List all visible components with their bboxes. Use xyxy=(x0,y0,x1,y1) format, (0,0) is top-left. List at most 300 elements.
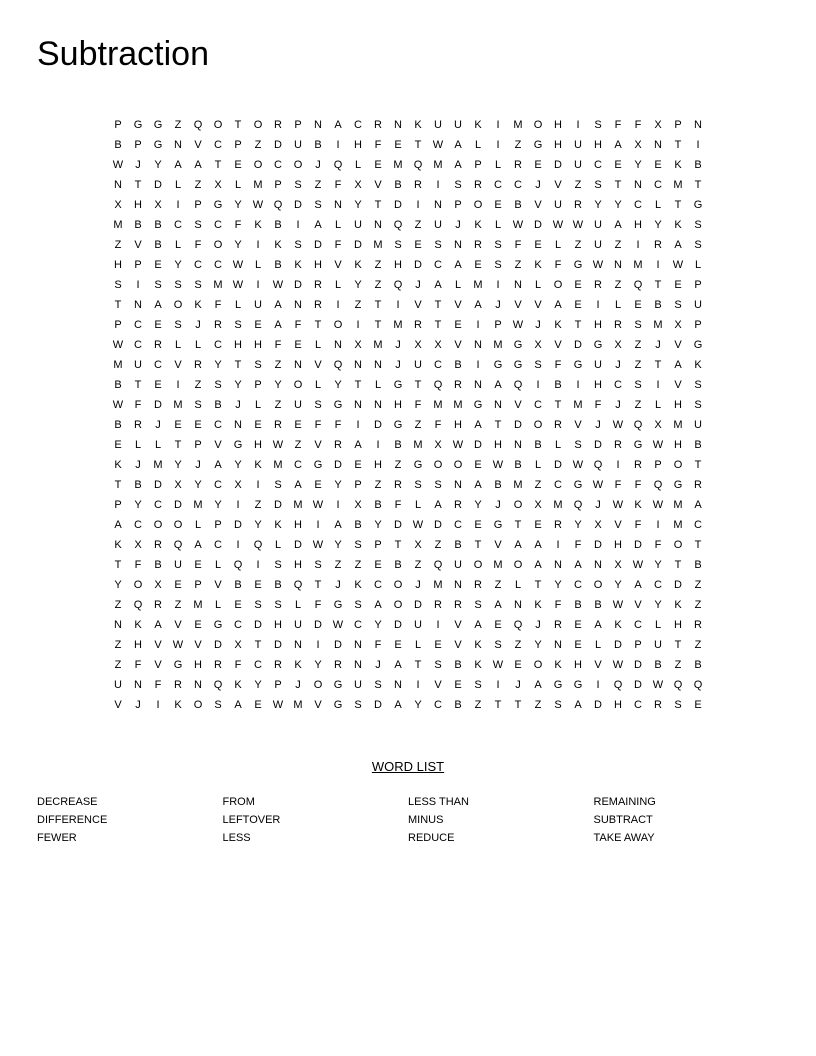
grid-letter: F xyxy=(374,139,382,151)
grid-letter: B xyxy=(694,159,702,171)
grid-letter: W xyxy=(332,619,344,631)
grid-letter: Z xyxy=(314,179,322,191)
grid-letter: R xyxy=(574,199,582,211)
grid-letter: Z xyxy=(114,239,122,251)
grid-letter: P xyxy=(274,679,282,691)
grid-letter: V xyxy=(534,199,542,211)
grid-letter: Y xyxy=(234,379,242,391)
grid-letter: R xyxy=(334,439,342,451)
grid-letter: S xyxy=(314,559,322,571)
grid-letter: I xyxy=(356,419,360,431)
grid-letter: D xyxy=(394,619,402,631)
grid-letter: F xyxy=(334,239,342,251)
grid-letter: X xyxy=(414,539,422,551)
grid-letter: Y xyxy=(534,639,542,651)
grid-letter: G xyxy=(213,619,223,631)
grid-letter: P xyxy=(134,259,142,271)
word-list-item: FEWER xyxy=(37,832,77,844)
grid-letter: W xyxy=(412,519,424,531)
grid-letter: Y xyxy=(214,359,222,371)
grid-letter: Y xyxy=(614,579,622,591)
grid-letter: D xyxy=(634,539,642,551)
grid-letter: S xyxy=(254,359,262,371)
grid-letter: V xyxy=(314,439,322,451)
grid-letter: P xyxy=(234,139,242,151)
grid-letter: U xyxy=(114,679,122,691)
grid-letter: L xyxy=(194,519,202,531)
grid-letter: W xyxy=(112,339,124,351)
word-list-item: DIFFERENCE xyxy=(37,814,108,826)
grid-letter: W xyxy=(572,219,584,231)
grid-letter: V xyxy=(154,659,162,671)
grid-letter: N xyxy=(634,179,642,191)
grid-letter: W xyxy=(312,499,324,511)
grid-letter: B xyxy=(114,379,122,391)
grid-letter: D xyxy=(274,499,282,511)
grid-letter: S xyxy=(674,299,682,311)
grid-letter: Q xyxy=(393,279,403,291)
grid-letter: G xyxy=(573,479,583,491)
grid-letter: V xyxy=(554,339,562,351)
grid-letter: C xyxy=(494,179,502,191)
grid-letter: U xyxy=(134,359,142,371)
grid-letter: A xyxy=(374,599,382,611)
grid-letter: N xyxy=(514,599,522,611)
grid-letter: R xyxy=(554,519,562,531)
grid-letter: Z xyxy=(274,399,282,411)
grid-letter: O xyxy=(533,419,543,431)
grid-letter: N xyxy=(134,679,142,691)
grid-letter: C xyxy=(174,219,182,231)
grid-letter: K xyxy=(634,499,642,511)
grid-letter: O xyxy=(213,239,223,251)
grid-letter: V xyxy=(634,599,642,611)
grid-letter: V xyxy=(114,699,122,711)
grid-letter: S xyxy=(634,319,642,331)
grid-letter: A xyxy=(474,419,482,431)
grid-row xyxy=(108,435,708,455)
grid-letter: U xyxy=(434,119,442,131)
grid-letter: V xyxy=(454,339,462,351)
grid-letter: Z xyxy=(694,639,702,651)
grid-letter: S xyxy=(174,319,182,331)
grid-letter: R xyxy=(414,179,422,191)
word-list-row xyxy=(37,813,797,831)
grid-letter: T xyxy=(534,579,542,591)
grid-letter: E xyxy=(634,299,642,311)
grid-letter: T xyxy=(114,559,122,571)
grid-letter: D xyxy=(314,619,322,631)
grid-letter: R xyxy=(554,619,562,631)
grid-letter: A xyxy=(694,499,702,511)
grid-letter: Q xyxy=(173,539,183,551)
grid-letter: O xyxy=(533,119,543,131)
grid-letter: H xyxy=(634,219,642,231)
grid-letter: C xyxy=(274,159,282,171)
grid-letter: E xyxy=(314,479,322,491)
grid-letter: P xyxy=(134,139,142,151)
grid-letter: U xyxy=(414,619,422,631)
grid-letter: Z xyxy=(634,399,642,411)
grid-letter: Q xyxy=(673,679,683,691)
grid-letter: Z xyxy=(194,179,202,191)
grid-letter: C xyxy=(154,359,162,371)
grid-letter: Y xyxy=(234,459,242,471)
grid-letter: R xyxy=(134,419,142,431)
grid-letter: R xyxy=(334,659,342,671)
grid-letter: Y xyxy=(254,519,262,531)
grid-letter: C xyxy=(514,179,522,191)
grid-letter: S xyxy=(294,179,302,191)
grid-letter: M xyxy=(113,219,123,231)
grid-letter: K xyxy=(554,659,562,671)
grid-letter: S xyxy=(354,699,362,711)
grid-letter: W xyxy=(612,599,624,611)
grid-letter: I xyxy=(576,379,580,391)
grid-letter: T xyxy=(674,639,682,651)
grid-letter: M xyxy=(213,279,223,291)
grid-letter: G xyxy=(333,699,343,711)
grid-letter: M xyxy=(433,399,443,411)
grid-letter: A xyxy=(234,699,242,711)
grid-letter: L xyxy=(334,279,342,291)
grid-letter: K xyxy=(674,159,682,171)
grid-letter: T xyxy=(414,379,422,391)
grid-letter: X xyxy=(434,339,442,351)
grid-letter: C xyxy=(614,379,622,391)
grid-letter: S xyxy=(554,699,562,711)
grid-letter: H xyxy=(374,459,382,471)
grid-letter: M xyxy=(173,399,183,411)
grid-letter: D xyxy=(414,259,422,271)
grid-letter: O xyxy=(253,159,263,171)
grid-letter: F xyxy=(194,239,202,251)
grid-letter: E xyxy=(174,579,182,591)
grid-row xyxy=(108,575,708,595)
grid-letter: Y xyxy=(654,599,662,611)
grid-letter: Z xyxy=(374,279,382,291)
grid-letter: V xyxy=(194,139,202,151)
grid-letter: Y xyxy=(414,699,422,711)
grid-letter: N xyxy=(374,219,382,231)
grid-letter: E xyxy=(154,379,162,391)
grid-letter: G xyxy=(133,119,143,131)
grid-letter: A xyxy=(494,599,502,611)
grid-letter: W xyxy=(652,499,664,511)
grid-letter: D xyxy=(334,459,342,471)
grid-letter: R xyxy=(314,299,322,311)
grid-letter: B xyxy=(154,219,162,231)
grid-letter: J xyxy=(495,299,501,311)
grid-letter: V xyxy=(214,439,222,451)
grid-letter: D xyxy=(554,159,562,171)
grid-letter: N xyxy=(374,399,382,411)
grid-letter: J xyxy=(395,359,401,371)
grid-letter: I xyxy=(656,259,660,271)
grid-letter: B xyxy=(654,659,662,671)
grid-letter: T xyxy=(514,519,522,531)
grid-letter: N xyxy=(334,339,342,351)
grid-letter: T xyxy=(354,379,362,391)
grid-letter: U xyxy=(694,419,702,431)
grid-letter: Q xyxy=(333,159,343,171)
grid-letter: A xyxy=(274,299,282,311)
grid-letter: S xyxy=(474,679,482,691)
grid-letter: S xyxy=(194,219,202,231)
grid-letter: F xyxy=(654,539,662,551)
grid-letter: B xyxy=(514,199,522,211)
grid-letter: Z xyxy=(294,439,302,451)
grid-letter: F xyxy=(334,419,342,431)
grid-letter: Z xyxy=(194,379,202,391)
grid-letter: T xyxy=(114,479,122,491)
grid-row xyxy=(108,195,708,215)
grid-letter: D xyxy=(554,459,562,471)
grid-letter: S xyxy=(214,379,222,391)
grid-letter: V xyxy=(574,419,582,431)
grid-letter: G xyxy=(513,359,523,371)
grid-letter: Q xyxy=(513,619,523,631)
grid-letter: V xyxy=(414,299,422,311)
grid-letter: S xyxy=(594,179,602,191)
grid-letter: K xyxy=(134,619,142,631)
grid-letter: Z xyxy=(634,359,642,371)
grid-letter: J xyxy=(415,279,421,291)
grid-letter: V xyxy=(514,399,522,411)
grid-letter: Q xyxy=(433,379,443,391)
grid-letter: S xyxy=(374,679,382,691)
grid-letter: B xyxy=(554,379,562,391)
grid-letter: U xyxy=(654,639,662,651)
grid-letter: E xyxy=(294,339,302,351)
grid-letter: O xyxy=(673,539,683,551)
grid-letter: H xyxy=(554,139,562,151)
grid-letter: E xyxy=(534,519,542,531)
grid-letter: J xyxy=(295,679,301,691)
grid-letter: Z xyxy=(254,139,262,151)
grid-letter: O xyxy=(513,499,523,511)
grid-row xyxy=(108,275,708,295)
grid-letter: I xyxy=(316,519,320,531)
grid-letter: P xyxy=(474,159,482,171)
word-list-item: MINUS xyxy=(408,814,444,826)
grid-letter: Z xyxy=(254,499,262,511)
grid-letter: Z xyxy=(114,639,122,651)
grid-letter: Q xyxy=(133,599,143,611)
grid-letter: N xyxy=(354,659,362,671)
grid-letter: G xyxy=(393,419,403,431)
grid-letter: M xyxy=(573,399,583,411)
grid-letter: I xyxy=(236,539,240,551)
grid-letter: M xyxy=(493,339,503,351)
grid-letter: T xyxy=(134,179,142,191)
grid-letter: A xyxy=(274,319,282,331)
grid-letter: T xyxy=(314,319,322,331)
grid-letter: K xyxy=(414,119,422,131)
grid-letter: Q xyxy=(253,539,263,551)
grid-letter: I xyxy=(376,439,380,451)
grid-letter: T xyxy=(654,359,662,371)
grid-letter: Y xyxy=(654,559,662,571)
grid-letter: W xyxy=(652,679,664,691)
grid-letter: C xyxy=(294,459,302,471)
grid-letter: J xyxy=(535,179,541,191)
grid-letter: M xyxy=(473,279,483,291)
grid-row xyxy=(108,395,708,415)
grid-letter: U xyxy=(434,219,442,231)
grid-letter: V xyxy=(374,179,382,191)
grid-letter: N xyxy=(194,679,202,691)
grid-letter: T xyxy=(394,539,402,551)
grid-letter: V xyxy=(454,299,462,311)
grid-letter: F xyxy=(554,259,562,271)
grid-letter: W xyxy=(112,159,124,171)
grid-letter: G xyxy=(233,439,243,451)
grid-letter: H xyxy=(614,699,622,711)
grid-letter: P xyxy=(634,639,642,651)
grid-letter: D xyxy=(274,139,282,151)
grid-letter: Y xyxy=(254,679,262,691)
grid-letter: B xyxy=(234,579,242,591)
grid-letter: V xyxy=(334,259,342,271)
grid-row xyxy=(108,135,708,155)
grid-row xyxy=(108,215,708,235)
grid-letter: O xyxy=(293,379,303,391)
grid-letter: I xyxy=(496,119,500,131)
grid-letter: Z xyxy=(414,219,422,231)
grid-letter: L xyxy=(174,339,182,351)
grid-letter: O xyxy=(313,679,323,691)
grid-letter: A xyxy=(334,119,342,131)
grid-letter: L xyxy=(454,279,462,291)
grid-letter: Y xyxy=(554,579,562,591)
grid-letter: W xyxy=(272,439,284,451)
grid-letter: Z xyxy=(174,599,182,611)
grid-letter: A xyxy=(174,159,182,171)
grid-row xyxy=(108,175,708,195)
grid-letter: R xyxy=(154,339,162,351)
grid-letter: M xyxy=(113,359,123,371)
grid-letter: G xyxy=(493,359,503,371)
grid-letter: O xyxy=(153,519,163,531)
grid-letter: A xyxy=(614,139,622,151)
word-list-item: DECREASE xyxy=(37,796,98,808)
grid-letter: I xyxy=(236,499,240,511)
grid-letter: E xyxy=(294,419,302,431)
grid-letter: S xyxy=(354,599,362,611)
grid-letter: Q xyxy=(513,379,523,391)
grid-letter: F xyxy=(634,519,642,531)
grid-letter: S xyxy=(674,699,682,711)
grid-letter: L xyxy=(534,459,542,471)
grid-letter: T xyxy=(254,639,262,651)
grid-letter: R xyxy=(694,619,702,631)
grid-letter: N xyxy=(354,399,362,411)
grid-letter: P xyxy=(694,319,702,331)
grid-letter: I xyxy=(336,499,340,511)
grid-letter: N xyxy=(294,359,302,371)
grid-letter: B xyxy=(274,579,282,591)
grid-letter: W xyxy=(272,279,284,291)
grid-letter: Q xyxy=(613,679,623,691)
grid-letter: D xyxy=(294,199,302,211)
grid-letter: H xyxy=(134,639,142,651)
grid-letter: S xyxy=(314,399,322,411)
grid-letter: A xyxy=(334,519,342,531)
grid-letter: S xyxy=(234,319,242,331)
grid-letter: E xyxy=(534,159,542,171)
grid-letter: N xyxy=(474,379,482,391)
grid-letter: W xyxy=(632,559,644,571)
grid-letter: A xyxy=(434,499,442,511)
grid-letter: O xyxy=(393,599,403,611)
grid-letter: R xyxy=(654,239,662,251)
grid-letter: R xyxy=(454,499,462,511)
grid-letter: R xyxy=(434,599,442,611)
grid-letter: X xyxy=(114,199,122,211)
grid-letter: G xyxy=(333,399,343,411)
grid-letter: A xyxy=(294,479,302,491)
grid-letter: K xyxy=(294,259,302,271)
grid-letter: O xyxy=(213,119,223,131)
grid-letter: M xyxy=(513,119,523,131)
grid-letter: V xyxy=(154,639,162,651)
grid-letter: I xyxy=(396,299,400,311)
grid-letter: X xyxy=(434,439,442,451)
grid-letter: I xyxy=(256,239,260,251)
grid-letter: D xyxy=(154,179,162,191)
grid-letter: V xyxy=(554,179,562,191)
word-list-item: FROM xyxy=(222,796,255,808)
grid-letter: M xyxy=(273,459,283,471)
grid-letter: C xyxy=(214,259,222,271)
grid-letter: I xyxy=(256,279,260,291)
grid-letter: L xyxy=(174,179,182,191)
grid-letter: N xyxy=(554,639,562,651)
grid-letter: C xyxy=(254,659,262,671)
grid-letter: Y xyxy=(474,499,482,511)
grid-letter: K xyxy=(354,579,362,591)
grid-letter: C xyxy=(654,579,662,591)
grid-row xyxy=(108,235,708,255)
grid-letter: E xyxy=(614,159,622,171)
grid-letter: M xyxy=(493,559,503,571)
grid-letter: L xyxy=(174,239,182,251)
grid-letter: Y xyxy=(234,199,242,211)
grid-letter: A xyxy=(354,439,362,451)
grid-letter: B xyxy=(594,599,602,611)
grid-letter: S xyxy=(694,399,702,411)
grid-letter: Z xyxy=(674,659,682,671)
grid-letter: E xyxy=(574,619,582,631)
grid-letter: W xyxy=(312,539,324,551)
grid-letter: D xyxy=(594,539,602,551)
grid-letter: I xyxy=(416,199,420,211)
grid-letter: Z xyxy=(614,239,622,251)
grid-letter: G xyxy=(673,479,683,491)
grid-letter: U xyxy=(294,619,302,631)
grid-letter: J xyxy=(135,699,141,711)
grid-letter: M xyxy=(153,459,163,471)
grid-letter: Y xyxy=(354,279,362,291)
grid-letter: C xyxy=(134,339,142,351)
grid-letter: E xyxy=(254,579,262,591)
grid-letter: B xyxy=(154,239,162,251)
grid-letter: P xyxy=(494,319,502,331)
grid-letter: J xyxy=(335,579,341,591)
grid-letter: H xyxy=(194,659,202,671)
grid-letter: Q xyxy=(433,559,443,571)
